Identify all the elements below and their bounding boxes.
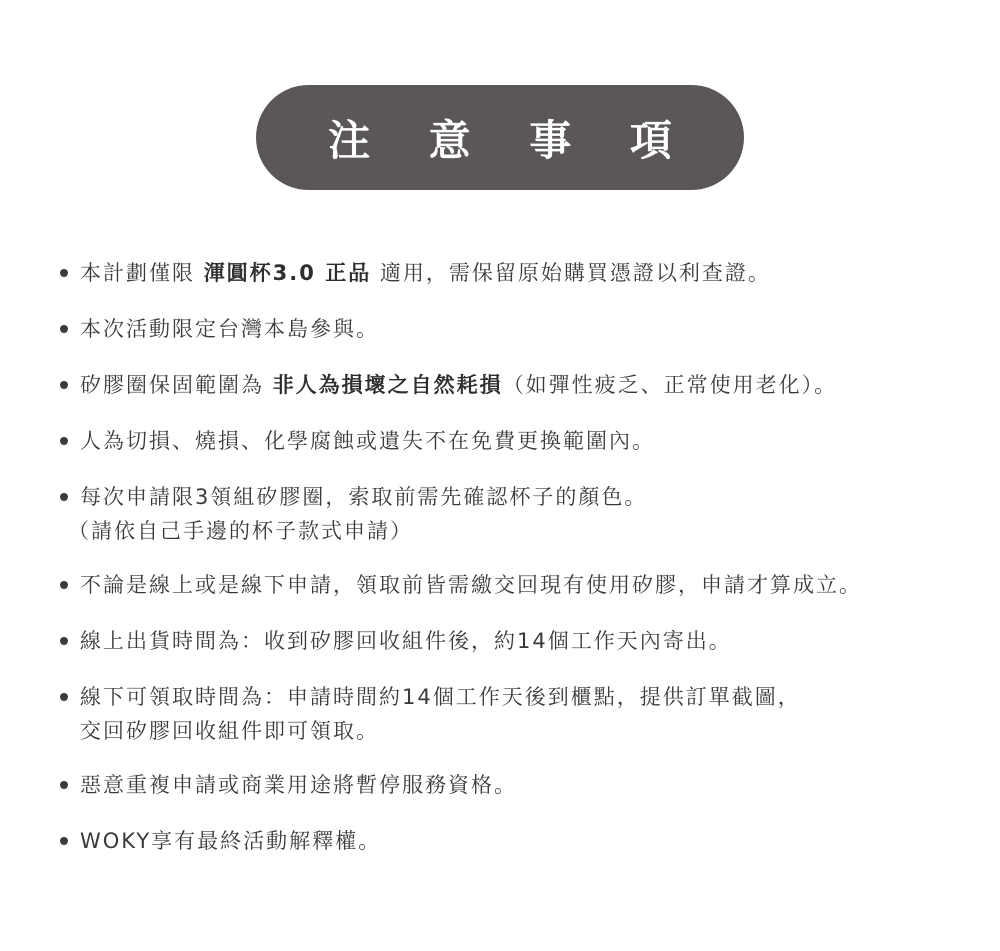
note-text: 每次申請限3領組矽膠圈，索取前需先確認杯子的顏色。 <box>80 485 648 509</box>
note-item-9 <box>58 768 988 802</box>
note-text: 不論是線上或是線下申請，領取前皆需繳交回現有使用矽膠，申請才算成立。 <box>80 573 862 597</box>
bullet-icon <box>60 325 68 333</box>
bullet-icon <box>60 437 68 445</box>
note-item-6 <box>58 568 988 602</box>
note-text: 線下可領取時間為：申請時間約14個工作天後到櫃點，提供訂單截圖， <box>80 685 801 709</box>
note-text: 本計劃僅限 <box>80 261 204 285</box>
note-item-3 <box>58 368 988 402</box>
note-item-1 <box>58 256 988 290</box>
bullet-icon <box>60 493 68 501</box>
note-item-8 <box>58 680 988 748</box>
note-text: WOKY享有最終活動解釋權。 <box>80 829 382 853</box>
bullet-icon <box>60 693 68 701</box>
bullet-icon <box>60 381 68 389</box>
note-text: 人為切損、燒損、化學腐蝕或遺失不在免費更換範圍內。 <box>80 429 655 453</box>
note-text: （如彈性疲乏、正常使用老化）。 <box>502 373 838 397</box>
bullet-icon <box>60 581 68 589</box>
notes-list <box>58 256 988 880</box>
note-highlight: 渾圓杯3.0 正品 <box>203 261 372 285</box>
note-text: 交回矽膠回收組件即可領取。 <box>80 719 379 743</box>
note-item-4 <box>58 424 988 458</box>
note-subtext: （請依自己手邊的杯子款式申請） <box>68 519 413 543</box>
bullet-icon <box>60 637 68 645</box>
note-text: 惡意重複申請或商業用途將暫停服務資格。 <box>80 773 517 797</box>
note-text: 矽膠圈保固範圍為 <box>80 373 273 397</box>
note-text: 適用，需保留原始購買憑證以利查證。 <box>371 261 771 285</box>
note-item-10 <box>58 824 988 858</box>
bullet-icon <box>60 269 68 277</box>
bullet-icon <box>60 837 68 845</box>
note-item-5 <box>58 480 988 548</box>
note-item-7 <box>58 624 988 658</box>
page-title: 注 意 事 項 <box>328 115 694 165</box>
note-text: 本次活動限定台灣本島參與。 <box>80 317 379 341</box>
title-banner <box>256 85 744 190</box>
note-item-2 <box>58 312 988 346</box>
bullet-icon <box>60 781 68 789</box>
note-highlight: 非人為損壞之自然耗損 <box>272 373 503 397</box>
note-text: 線上出貨時間為：收到矽膠回收組件後，約14個工作天內寄出。 <box>80 629 732 653</box>
